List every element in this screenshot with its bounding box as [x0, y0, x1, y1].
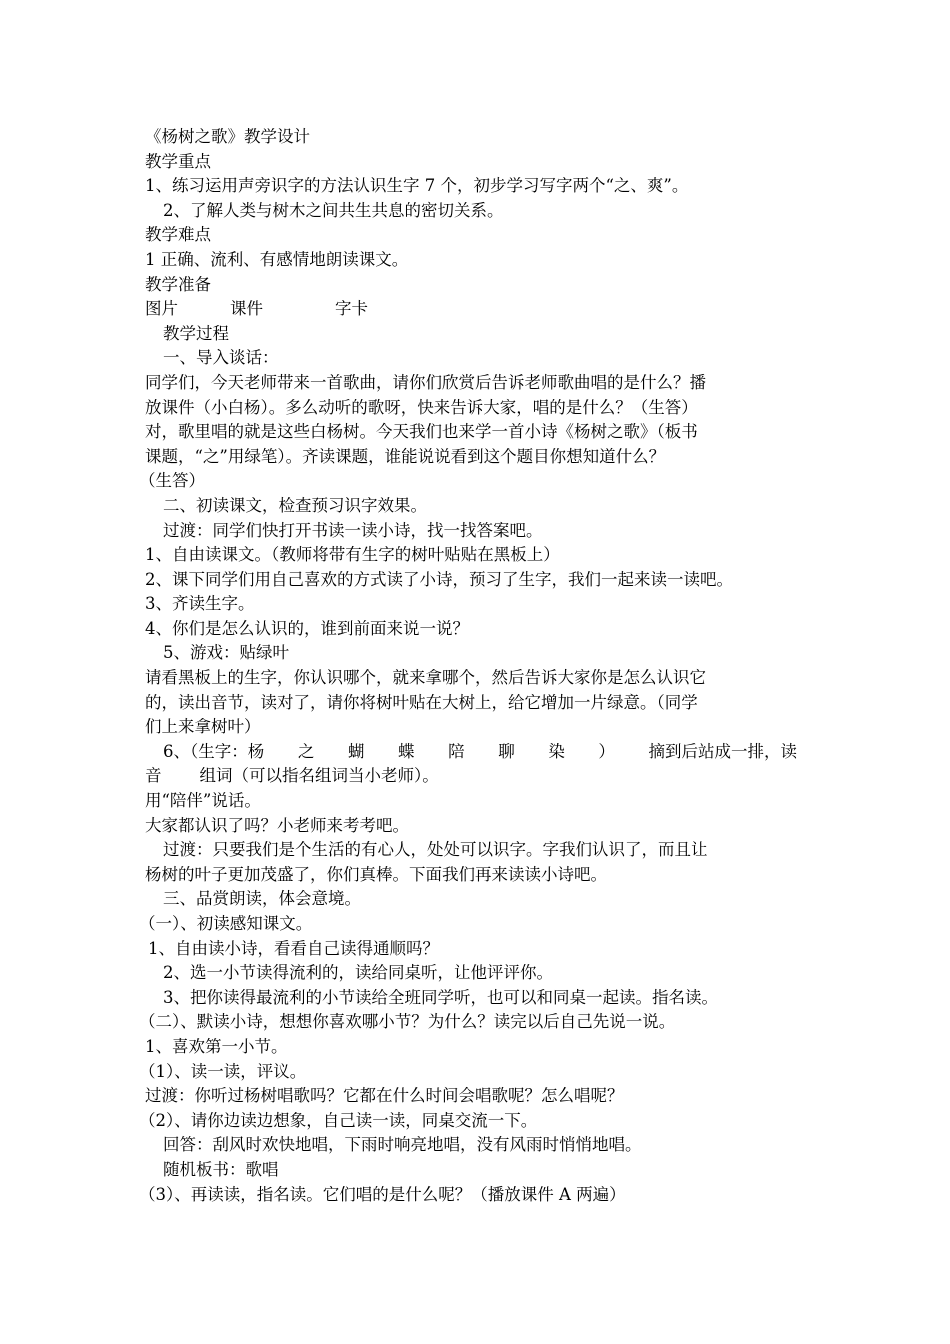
document-page	[0, 125, 950, 1207]
heading-preparation: 教学准备	[145, 274, 211, 294]
step6-close: ）	[598, 741, 615, 761]
list-item: 4、你们是怎么认识的，谁到前面来说一说？	[145, 618, 469, 638]
section-heading: 二、初读课文，检查预习识字效果。	[163, 495, 427, 515]
new-char: 陪	[448, 741, 465, 761]
paragraph: 对，歌里唱的就是这些白杨树。今天我们也来学一首小诗《杨树之歌》（板书	[145, 422, 698, 442]
step6-lead: 6、（生字：杨	[163, 741, 265, 761]
section-heading: 一、导入谈话：	[163, 348, 279, 368]
prep-item-cards: 字卡	[335, 299, 368, 319]
paragraph: 过渡：你听过杨树唱歌吗？它都在什么时间会唱歌呢？怎么唱呢？	[145, 1086, 624, 1106]
step6-line2a: 音	[145, 766, 162, 786]
step6-tail: 摘到后站成一排，读	[648, 741, 797, 761]
heading-process: 教学过程	[163, 323, 229, 343]
subsection-heading: （二）、默读小诗，想想你喜欢哪小节？为什么？读完以后自己先说一说。	[139, 1012, 676, 1032]
paragraph: 们上来拿树叶）	[145, 717, 261, 737]
list-item: 2、课下同学们用自己喜欢的方式读了小诗，预习了生字，我们一起来读一读吧。	[145, 569, 733, 589]
section-heading: 三、品赏朗读，体会意境。	[163, 889, 361, 909]
list-item: 1、喜欢第一小节。	[145, 1036, 288, 1056]
heading-difficulties: 教学难点	[145, 225, 211, 245]
list-item: （1）、读一读，评议。	[139, 1061, 307, 1081]
paragraph: 过渡：同学们快打开书读一读小诗，找一找答案吧。	[163, 520, 543, 540]
new-char: 蝴	[347, 741, 365, 761]
paragraph: 回答：刮风时欢快地唱，下雨时响亮地唱，没有风雨时悄悄地唱。	[163, 1135, 642, 1155]
step6-line1	[0, 740, 950, 765]
prep-item-pictures: 图片	[145, 299, 178, 319]
step6-line2	[0, 764, 950, 789]
prep-item-courseware: 课件	[230, 299, 263, 319]
list-item: （3）、再读读，指名读。它们唱的是什么呢？（播放课件 A 两遍）	[139, 1184, 626, 1204]
paragraph: 过渡：只要我们是个生活的有心人，处处可以识字。字我们认识了，而且让	[163, 840, 708, 860]
subsection-heading: （一）、初读感知课文。	[139, 914, 313, 933]
paragraph: 杨树的叶子更加茂盛了，你们真棒。下面我们再来读读小诗吧。	[145, 864, 607, 884]
list-item: 3、齐读生字。	[145, 594, 255, 614]
list-item: 1、自由读小诗，看看自己读得通顺吗？	[148, 938, 439, 958]
paragraph: 请看黑板上的生字，你认识哪个，就来拿哪个，然后告诉大家你是怎么认识它	[145, 668, 706, 688]
list-item: 1、自由读课文。（教师将带有生字的树叶贴贴在黑板上）	[145, 545, 560, 565]
paragraph: 1 正确、流利、有感情地朗读课文。	[145, 249, 409, 269]
preparation-items	[0, 297, 950, 322]
step6-line2b: 组词（可以指名组词当小老师）。	[199, 766, 439, 786]
paragraph: 随机板书：歌唱	[163, 1159, 279, 1179]
list-item: 5、游戏：贴绿叶	[163, 643, 289, 663]
list-item: 3、把你读得最流利的小节读给全班同学听，也可以和同桌一起读。指名读。	[163, 987, 718, 1007]
new-char: 之	[297, 741, 315, 761]
heading-key-points: 教学重点	[145, 151, 211, 171]
paragraph: 同学们，今天老师带来一首歌曲，请你们欣赏后告诉老师歌曲唱的是什么？播	[145, 372, 706, 392]
list-item: （2）、请你边读边想象，自己读一读，同桌交流一下。	[139, 1110, 538, 1130]
list-item: 2、选一小节读得流利的，读给同桌听，让他评评你。	[163, 963, 553, 983]
paragraph: 2、了解人类与树木之间共生共息的密切关系。	[163, 200, 504, 220]
doc-title: 《杨树之歌》教学设计	[145, 127, 310, 146]
paragraph: 放课件（小白杨）。多么动听的歌呀，快来告诉大家，唱的是什么？（生答）	[145, 397, 698, 417]
paragraph: 的，读出音节，读对了，请你将树叶贴在大树上，给它增加一片绿意。（同学	[145, 692, 698, 712]
paragraph: 课题，“之”用绿笔）。齐读课题，谁能说说看到这个题目你想知道什么？	[145, 446, 666, 466]
new-char: 蝶	[398, 741, 415, 761]
paragraph: （生答）	[139, 471, 205, 491]
new-char: 染	[548, 741, 565, 761]
paragraph: 用“陪伴”说话。	[145, 791, 261, 811]
new-char: 聊	[498, 741, 515, 761]
paragraph: 1、练习运用声旁识字的方法认识生字 7 个，初步学习写字两个“之、爽”。	[145, 176, 689, 196]
paragraph: 大家都认识了吗？小老师来考考吧。	[145, 815, 409, 835]
